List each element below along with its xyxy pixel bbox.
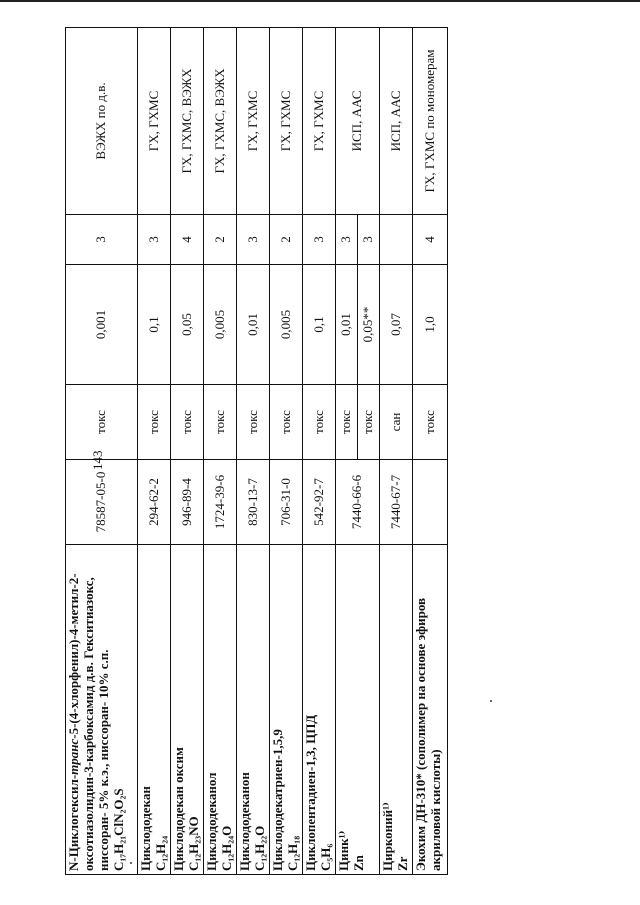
substance-formula: C₁₂H₁₈ — [284, 835, 300, 871]
limit-value: 0,05** — [358, 265, 380, 385]
limit-value: 1,0 — [413, 265, 448, 385]
analysis-method: ВЭЖХ по д.в. — [66, 28, 138, 215]
limit-value: 0,07 — [380, 265, 413, 385]
substance-name: Цирконий¹⁾ — [380, 802, 395, 871]
hazard-class: 2 — [204, 215, 237, 265]
analysis-method: ГХ, ГХМС — [270, 28, 303, 215]
hazard-class — [380, 215, 413, 265]
cas-number: 830-13-7 — [237, 460, 270, 545]
hazard-indicator: токс — [171, 385, 204, 460]
limit-value: 0,001 — [66, 265, 138, 385]
scan-speck — [490, 700, 492, 702]
substance-formula: C₅H₆ — [317, 843, 333, 871]
analysis-method: ГХ, ГХМС, ВЭЖХ — [171, 28, 204, 215]
limit-value: 0,01 — [237, 265, 270, 385]
analysis-method: ГХ, ГХМС по мономерам — [413, 28, 448, 215]
hazard-class: 3 — [138, 215, 171, 265]
substance-name: Циклододекан оксим — [171, 747, 186, 871]
cas-number — [413, 460, 448, 545]
substance-name-cell — [303, 545, 336, 875]
hazard-indicator: токс — [358, 385, 380, 460]
limit-value: 0,1 — [303, 265, 336, 385]
hazard-class: 3 — [336, 215, 358, 265]
analysis-method: ГХ, ГХМС — [303, 28, 336, 215]
substance-name-cell — [413, 545, 448, 875]
substance-name: Цинк¹⁾ — [336, 830, 351, 871]
substance-name: Циклопентадиен-1,3, ЦПД — [303, 714, 318, 871]
cas-number: 7440-67-7 — [380, 460, 413, 545]
substance-name-cell — [204, 545, 237, 875]
table-row — [303, 28, 336, 875]
hazard-indicator: токс — [413, 385, 448, 460]
substance-formula: C₁₇H₂₁ClN₂O₂S — [110, 788, 126, 871]
cas-number: 706-31-0 — [270, 460, 303, 545]
substance-name-cell — [237, 545, 270, 875]
limit-value: 0,01 — [336, 265, 358, 385]
hazard-indicator: токс — [66, 385, 138, 460]
substance-name: Циклододекан — [138, 786, 153, 871]
analysis-method: ГХ, ГХМС — [138, 28, 171, 215]
cas-number: 542-92-7 — [303, 460, 336, 545]
top-border-line — [0, 0, 640, 2]
hazard-indicator: токс — [270, 385, 303, 460]
limit-value: 0,005 — [204, 265, 237, 385]
table-row — [413, 28, 448, 875]
substance-formula: C₁₂H₂₄ — [152, 835, 168, 871]
analysis-method: ГХ, ГХМС — [237, 28, 270, 215]
substance-formula: C₁₂H₂₄O — [218, 825, 234, 871]
table-row — [380, 28, 413, 875]
analysis-method: ИСП, ААС — [336, 28, 380, 215]
substance-name-cell — [380, 545, 413, 875]
limit-value: 0,05 — [171, 265, 204, 385]
cas-number: 946-89-4 — [171, 460, 204, 545]
table-row — [336, 28, 358, 875]
substance-name-cell — [270, 545, 303, 875]
substance-name-cell — [171, 545, 204, 875]
substance-formula: Zn — [350, 855, 366, 871]
table-row — [171, 28, 204, 875]
hazard-indicator: токс — [237, 385, 270, 460]
hazard-indicator: токс — [303, 385, 336, 460]
analysis-method: ИСП, ААС — [380, 28, 413, 215]
substance-name-cell — [336, 545, 380, 875]
page-number: 143 — [90, 450, 105, 470]
cas-number: 7440-66-6 — [336, 460, 380, 545]
cas-number: 78587-05-0 — [66, 460, 138, 545]
scan-speck — [130, 862, 132, 864]
hazard-class: 4 — [171, 215, 204, 265]
substance-name-cell — [138, 545, 171, 875]
hazard-class: 2 — [270, 215, 303, 265]
rotated-table-wrapper — [65, 28, 443, 875]
substance-name: Экохим ДН-310* (сополимер на основе эфиров акриловой кислоты) — [413, 597, 443, 871]
substance-name: Циклододеканон — [237, 772, 252, 871]
substance-name-cell: N-Циклогексил-транс-5-(4-хлорфенил)-4-метил-2-оксотиазолидин-3-карбоксамид д.в. Гекситиазокс, ниссоран- 5% к.э., ниссоран- 10% с.п. C₁₇H₂₁ClN₂O₂S — [66, 545, 138, 875]
substance-table — [65, 27, 448, 875]
table-row — [270, 28, 303, 875]
substance-name: Циклододекатриен-1,5,9 — [270, 729, 285, 871]
table-row — [237, 28, 270, 875]
table-row — [66, 28, 138, 875]
hazard-class: 3 — [303, 215, 336, 265]
substance-formula: Zr — [394, 856, 410, 871]
cas-number: 294-62-2 — [138, 460, 171, 545]
hazard-class: 4 — [413, 215, 448, 265]
substance-name: Циклододеканол — [204, 772, 219, 871]
table-row — [204, 28, 237, 875]
cas-number: 1724-39-6 — [204, 460, 237, 545]
analysis-method: ГХ, ГХМС, ВЭЖХ — [204, 28, 237, 215]
hazard-indicator: токс — [204, 385, 237, 460]
substance-formula: C₁₂H₂₃NO — [185, 816, 201, 871]
limit-value: 0,1 — [138, 265, 171, 385]
limit-value: 0,005 — [270, 265, 303, 385]
substance-formula: C₁₂H₂₂O — [251, 825, 267, 871]
hazard-class: 3 — [237, 215, 270, 265]
hazard-indicator: токс — [138, 385, 171, 460]
hazard-indicator: сан — [380, 385, 413, 460]
hazard-indicator: токс — [336, 385, 358, 460]
table-row — [138, 28, 171, 875]
hazard-class: 3 — [358, 215, 380, 265]
hazard-class: 3 — [66, 215, 138, 265]
